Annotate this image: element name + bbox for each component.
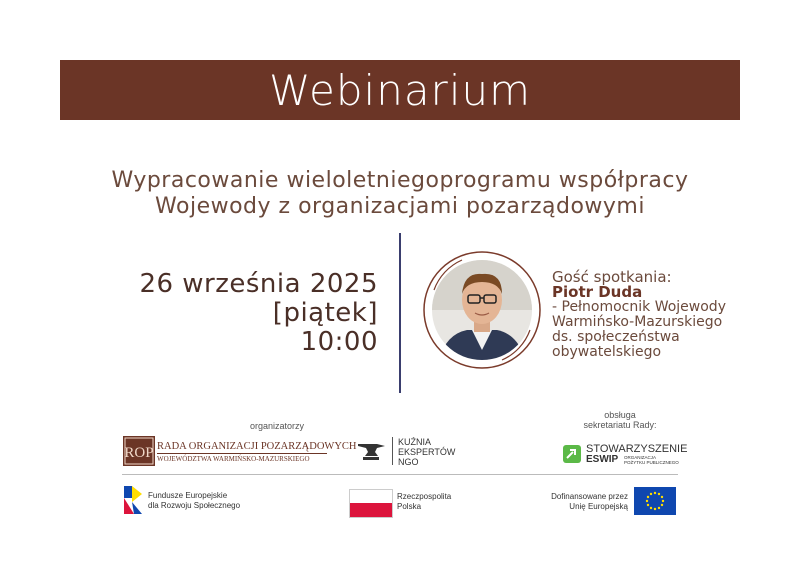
eswip-subtitle [624, 455, 679, 465]
anvil-icon [357, 440, 387, 466]
service-label [580, 410, 660, 430]
rp-line-2: Polska [397, 502, 422, 511]
guest-role-4: obywatelskiego [552, 344, 662, 360]
organizers-label: organizatorzy [250, 421, 305, 431]
guest-role-1: - Pełnomocnik Wojewody [552, 299, 726, 315]
rp-line-1: Rzeczpospolita [397, 492, 452, 501]
kuznia-separator [392, 437, 393, 465]
eswip-icon [562, 444, 582, 468]
service-label-line-2: sekretariatu Rady: [583, 420, 657, 430]
service-label-line-1: obsługa [604, 410, 636, 420]
logos-separator [122, 474, 678, 475]
fe-line-1: Fundusze Europejskie [148, 491, 228, 500]
eswip-name-1: STOWARZYSZENIE [586, 443, 688, 455]
svg-text:ROP: ROP [124, 445, 154, 461]
rp-name [397, 492, 451, 512]
rop-underline [157, 453, 327, 454]
event-date: 26 września 2025 [139, 269, 378, 299]
rop-logo [123, 436, 155, 466]
guest-name: Piotr Duda [552, 283, 643, 301]
guest-photo [422, 250, 542, 370]
guest-role-2: Warmińsko-Mazurskiego [552, 314, 723, 330]
vertical-divider [399, 233, 401, 393]
eswip-name-2: ESWIP [586, 454, 619, 465]
webinar-topic [60, 168, 740, 220]
guest-info [552, 270, 772, 360]
event-datetime [139, 270, 378, 357]
fe-logo-icon [122, 484, 144, 520]
guest-role-3: ds. społeczeństwa [552, 329, 680, 345]
eu-text [548, 492, 628, 512]
rop-region: WOJEWÓDZTWA WARMIŃSKO-MAZURSKIEGO [157, 455, 310, 463]
event-time: 10:00 [300, 327, 378, 357]
kuznia-line-1: KUŹNIA [398, 437, 432, 447]
eswip-subtitle-2: POŻYTKU PUBLICZNEGO [624, 460, 679, 465]
guest-label: Gość spotkania: [552, 268, 672, 286]
eswip-subtitle-1: ORGANIZACJA [624, 455, 657, 460]
kuznia-name [398, 437, 455, 467]
title-banner [60, 60, 740, 120]
topic-line-1: Wypracowanie wieloletniegoprogramu współpracy [111, 168, 689, 193]
kuznia-line-3: NGO [398, 457, 419, 467]
pl-flag-icon [349, 489, 393, 518]
page-title: Webinarium [268, 65, 532, 115]
eu-line-2: Unię Europejską [569, 502, 628, 511]
eu-flag-icon [634, 487, 676, 519]
eu-line-1: Dofinansowane przez [551, 492, 628, 501]
fe-name [148, 491, 240, 511]
rop-name: RADA ORGANIZACJI POZARZĄDOWYCH [157, 441, 357, 452]
topic-line-2: Wojewody z organizacjami pozarządowymi [155, 194, 645, 219]
event-weekday: [piątek] [272, 298, 378, 328]
fe-line-2: dla Rozwoju Społecznego [148, 501, 241, 510]
kuznia-line-2: EKSPERTÓW [398, 447, 456, 457]
